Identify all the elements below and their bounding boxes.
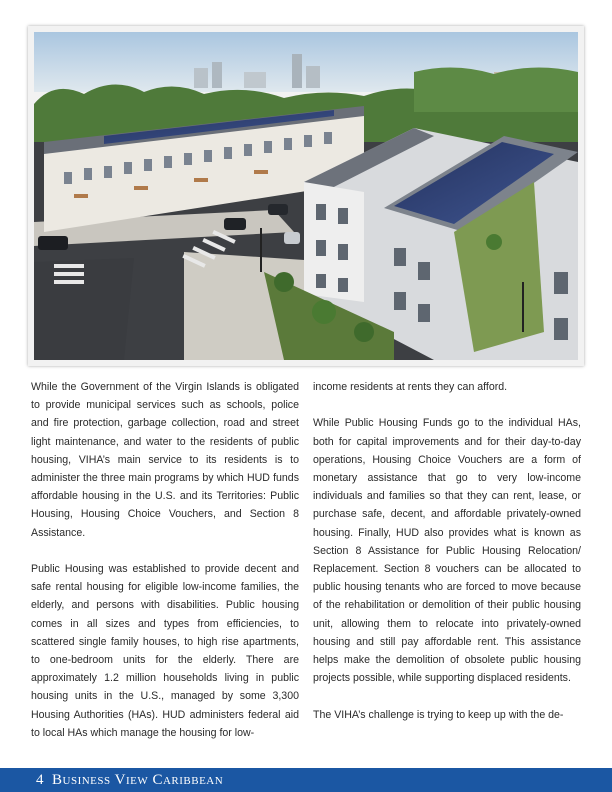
article-column-right: [313, 378, 581, 724]
paragraph: income residents at rents they can afford.: [313, 381, 508, 393]
paragraph: Public Housing was established to provide decent and safe rental housing for eligible low-income families, the elderly, and persons with disabilities. Public housing comes in all sizes and types from efficiencies, to scattered single family houses, to high rise apartments, to one-bedroom units for the elderly. There are approximately 1.2 million households living in public housing units in the U.S., managed by some 3,300 Housing Authorities (HAs). HUD administers federal aid to local HAs which manage the housing for low-: [31, 563, 299, 739]
page-number: 4: [36, 772, 44, 788]
paragraph: The VIHA’s challenge is trying to keep up with the de-: [313, 708, 564, 721]
article-column-left: [31, 378, 299, 742]
housing-development-photo: [34, 32, 578, 360]
photo-frame: [28, 26, 584, 366]
footer-bar: [0, 768, 612, 792]
publication-title: Business View Caribbean: [52, 772, 224, 788]
paragraph: While the Government of the Virgin Islands is obligated to provide municipal services such as schools, police and fire protection, garbage collection, road and street light maintenance, and water to the residents of public housing, VIHA’s main service to its residents is to administer the three main programs by which HUD funds affordable housing in the U.S. and its Territories: Public Housing, Housing Choice Vouchers, and Section 8 Assistance.: [31, 381, 299, 539]
paragraph: While Public Housing Funds go to the individual HAs, both for capital improvements and for their day-to-day operations, Housing Choice Vouchers are a form of monetary assistance that go to very low-income individuals and families so that they can rent, lease, or purchase safe, decent, and affordable privately-owned housing. Finally, HUD also provides what is known as Section 8 Assistance for Public Housing Relocation/ Replacement. Section 8 vouchers can be allocated to public housing tenants who are forced to move because of the rehabilitation or demolition of their public housing unit, allowing them to relocate into privately-owned housing and still pay affordable rent. This assistance helps make the demolition of obsolete public housing projects possible, while supporting displaced residents.: [313, 417, 581, 685]
